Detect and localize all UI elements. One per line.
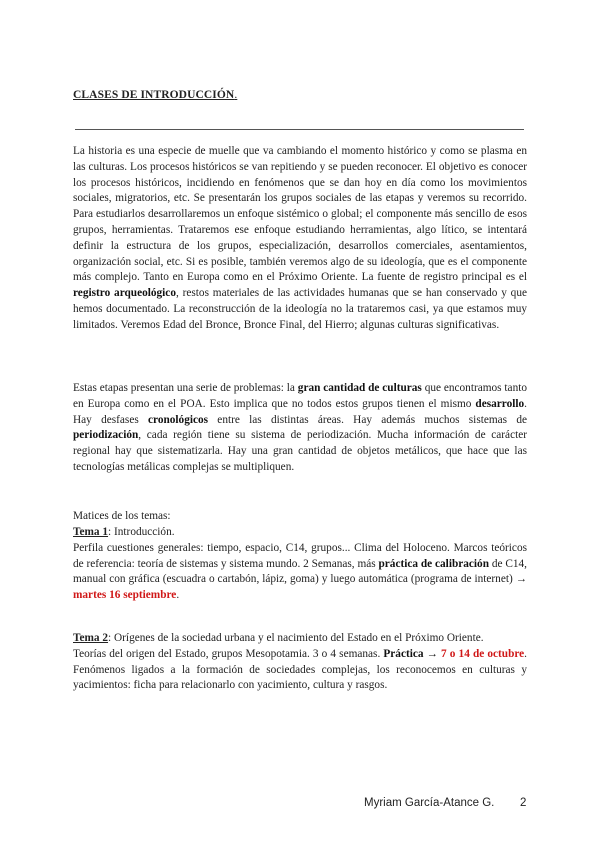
problems-bold-2: desarrollo bbox=[475, 397, 525, 410]
tema1-bold-practica: práctica de calibración bbox=[378, 557, 489, 570]
matices-heading bbox=[73, 509, 527, 525]
tema2-heading bbox=[73, 631, 527, 647]
problems-text-3: . Hay desfases bbox=[73, 397, 527, 426]
tema1-text-2: de C14, manual con gráfica (escuadra o cartabón, lápiz, goma) y luego automática (programa de internet) bbox=[73, 557, 527, 586]
problems-text-2: que encontramos tanto en Europa como en el POA. Esto implica que no todos estos grupos tienen el mismo bbox=[73, 382, 528, 410]
tema1-block bbox=[73, 525, 527, 604]
problems-text-5: , cada región tiene su sistema de periodización. Mucha información de carácter regional hay que sistematizarla. Hay una gran cantidad de objetos metálicos, que hace que las tecnologías metálicas complejas se multipliquen. bbox=[73, 429, 527, 473]
tema1-date: martes 16 septiembre bbox=[73, 589, 177, 602]
horizontal-rule bbox=[75, 129, 524, 130]
tema1-text-3: . bbox=[176, 589, 180, 602]
problems-text-4: entre las distintas áreas. Hay además muchos sistemas de bbox=[208, 413, 527, 426]
tema2-arrow: → bbox=[423, 647, 442, 660]
title-text: CLASES DE INTRODUCCIÓN bbox=[73, 89, 235, 101]
tema1-title: : Introducción. bbox=[108, 526, 175, 538]
tema2-label: Tema 2 bbox=[73, 632, 109, 644]
problems-paragraph bbox=[73, 381, 527, 476]
tema2-bold-practica: Práctica bbox=[383, 647, 424, 660]
tema1-heading bbox=[73, 525, 527, 541]
tema2-date: 7 o 14 de octubre bbox=[441, 647, 525, 660]
problems-text-1: Estas etapas presentan una serie de problemas: la bbox=[73, 382, 298, 394]
problems-bold-3: cronológicos bbox=[148, 413, 209, 426]
intro-paragraph bbox=[73, 144, 527, 334]
tema1-arrow: → bbox=[515, 573, 527, 586]
intro-text-1: La historia es una especie de muelle que va cambiando el momento histórico y como se plasma en las culturas. Los procesos históricos se van repitiendo y se pueden reconocer. El objetivo es conocer los procesos históricos, incidiendo en fenómenos que se dan hoy en día como los movimientos sociales, migratorios, etc. Se presentarán los grupos sociales de las etapas y veremos su recorrido. Para estudiarlos desarrollaremos un enfoque sistémico o global; el componente más sencillo de esos grupos, herramientas. Trataremos ese enfoque estudiando herramientas, algo lítico, se intentará definir la estructura de los grupos, especialización, desarrollos comerciales, asentamientos, organización social, etc. Si es posible, también veremos algo de su ideología, que es el componente más complejo. Tanto en Europa como en el Próximo Oriente. La fuente de registro principal es el bbox=[73, 145, 527, 284]
problems-bold-1: gran cantidad de culturas bbox=[297, 382, 422, 394]
page-number: 2 bbox=[520, 797, 527, 809]
matices-text: Matices de los temas: bbox=[73, 510, 171, 522]
tema2-text-2: . Fenómenos ligados a la formación de sociedades complejas, los reconocemos en culturas y yacimientos: ficha para relacionarlo con yacimiento, cultura y rasgos. bbox=[73, 647, 527, 692]
tema2-title: : Orígenes de la sociedad urbana y el nacimiento del Estado en el Próximo Oriente. bbox=[108, 632, 484, 644]
tema2-text-1: Teorías del origen del Estado, grupos Mesopotamia. 3 o 4 semanas. bbox=[73, 647, 384, 660]
intro-bold-registro: registro arqueológico bbox=[73, 287, 176, 300]
tema1-text-1: Perfila cuestiones generales: tiempo, espacio, C14, grupos... Clima del Holoceno. Marcos teóricos de referencia: teoría de sistemas y sistema mundo. 2 Semanas, más bbox=[73, 541, 527, 570]
intro-text-2: , restos materiales de las actividades humanas que se han conservado y que hemos documentado. La reconstrucción de la ideología no la trataremos casi, ya que estamos muy limitados. Veremos Edad del Bronce, Bronce Final, del Hierro; algunas culturas significativas. bbox=[73, 287, 527, 331]
title-suffix: . bbox=[234, 89, 238, 101]
problems-bold-4: periodización bbox=[73, 429, 139, 442]
tema2-block bbox=[73, 631, 527, 694]
tema1-label: Tema 1 bbox=[73, 526, 109, 538]
footer-author: Myriam García-Atance G. bbox=[364, 797, 495, 809]
page-title bbox=[73, 89, 237, 101]
